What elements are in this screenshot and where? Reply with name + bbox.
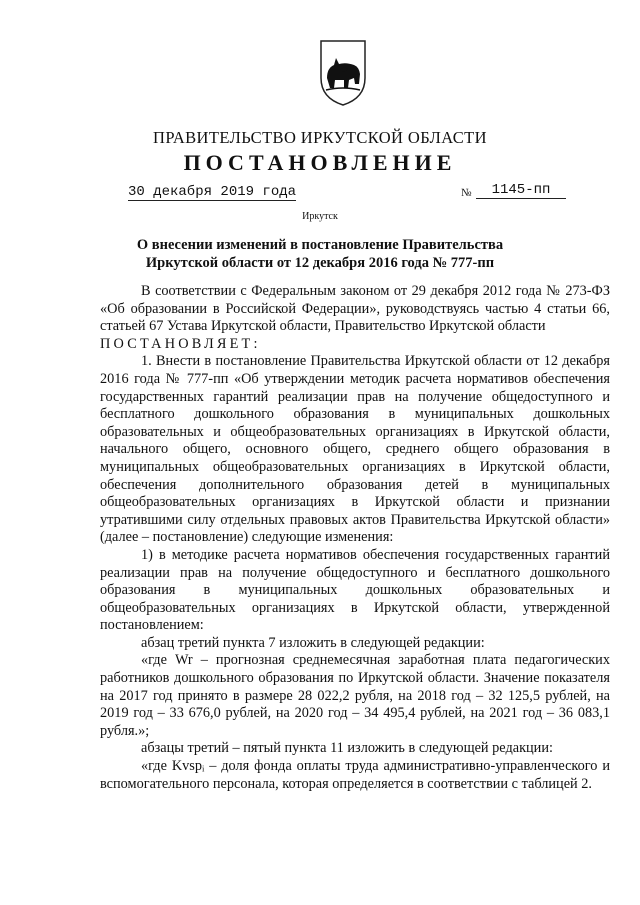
paragraph-point-11: абзацы третий – пятый пункта 11 изложить в следующей редакции: — [141, 740, 553, 757]
document-date — [128, 184, 296, 200]
subitem-1: 1) в методике расчета нормативов обеспечения государственных гарантий реализации прав на получение общедоступного и бесплатного дошкольного образования в муниципальных дошкольных образовательных и общеобразовательных организациях в Иркутской области, утвержденной постановлением: — [100, 546, 610, 634]
resolves-word: ПОСТАНОВЛЯЕТ: — [100, 335, 261, 352]
preamble: В соответствии с Федеральным законом от 29 декабря 2012 года № 273-ФЗ «Об образовании в Российской Федерации», руководствуясь частью 4 статьи 66, статьей 67 Устава Иркутской области, Правительство Иркутской области — [100, 283, 610, 335]
paragraph-point-7: абзац третий пункта 7 изложить в следующей редакции: — [141, 634, 485, 651]
document-body — [100, 283, 610, 793]
date-value: 30 декабря 2019 года — [128, 184, 297, 200]
quote-wr: «где Wr – прогнозная среднемесячная заработная плата педагогических работников дошкольного образования по Иркутской области. Значение показателя на 2017 год принято в размере 28 022,2 рубля, на 2018 год – 32 125,5 рублей, на 2019 год – 33 676,0 рублей, на 2020 год – 34 495,4 рублей, на 2021 год – 36 083,1 рубля.»; — [100, 652, 610, 739]
coat-of-arms-icon — [318, 38, 368, 108]
issuing-authority: ПРАВИТЕЛЬСТВО ИРКУТСКОЙ ОБЛАСТИ — [153, 128, 487, 147]
number-sign: № — [461, 187, 472, 199]
document-number: 1145-пп — [476, 182, 566, 199]
item-1: 1. Внести в постановление Правительства Иркутской области от 12 декабря 2016 года № 777-пп «Об утверждении методик расчета нормативов обеспечения государственных гарантий реализации прав на получение общедоступного и бесплатного дошкольного образования в муниципальных дошкольных образовательных и общеобразовательных организациях в Иркутской области, начального общего, основного общего, среднего общего образования в муниципальных общеобразовательных организациях в Иркутской области, обеспечения дополнительного образования детей в муниципальных общеобразовательных организациях в Иркутской области и признании утратившими силу отдельных правовых актов Правительства Иркутской области» (далее – постановление) следующие изменения: — [100, 353, 610, 546]
document-title: О внесении изменений в постановление Правительства Иркутской области от 12 декабря 2016 года № 777-пп — [136, 237, 504, 271]
quote-kvsp: «где Kvspᵢ – доля фонда оплаты труда административно-управленческого и вспомогательного персонала, которая определяется в соответствии с таблицей 2. — [100, 758, 610, 792]
document-type: ПОСТАНОВЛЕНИЕ — [183, 150, 457, 175]
city: Иркутск — [302, 211, 338, 222]
